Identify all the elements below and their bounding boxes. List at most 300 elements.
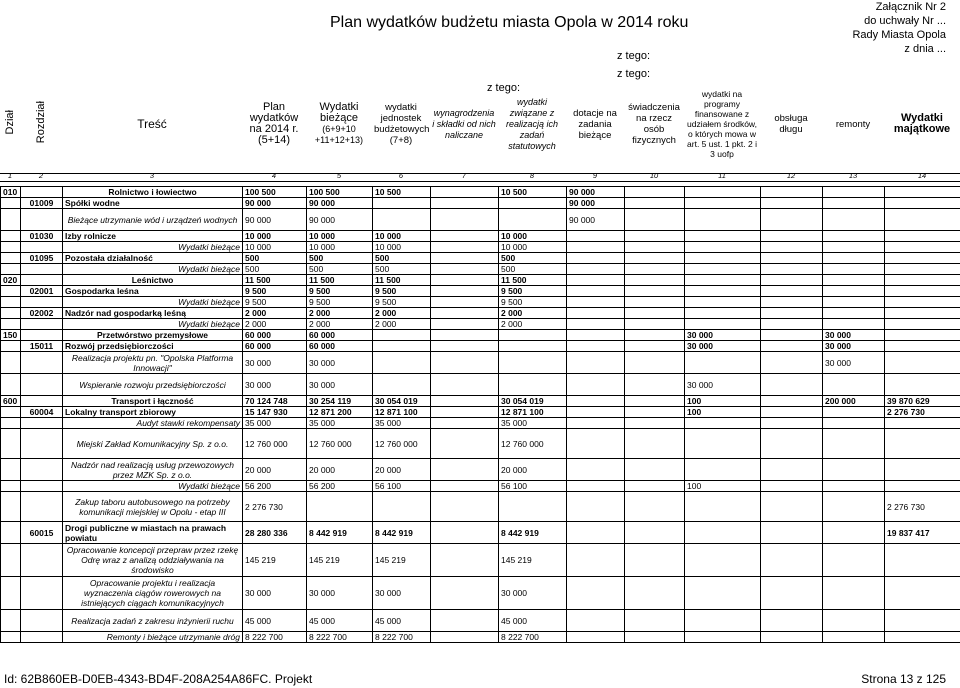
amount-cell [567,341,625,352]
table-row [1,209,960,231]
amount-cell: 500 [373,253,431,264]
amount-cell [373,352,431,374]
amount-cell: 30 000 [373,577,431,610]
attachment-line: Załącznik Nr 2 [875,1,946,13]
amount-cell: 9 500 [307,297,373,308]
amount-cell [567,577,625,610]
amount-cell: 500 [243,253,307,264]
rozdzial-cell: 15011 [21,341,63,352]
rozdzial-cell [21,577,63,610]
header-remonty: remonty [835,118,871,130]
dzial-cell [1,253,21,264]
dzial-cell: 150 [1,330,21,341]
amount-cell: 500 [499,264,567,275]
col-number: 4 [242,170,306,182]
amount-cell: 30 000 [823,352,885,374]
amount-cell [761,253,823,264]
dzial-cell: 600 [1,396,21,407]
col-number: 13 [822,170,884,182]
col-number: 12 [760,170,822,182]
amount-cell: 10 000 [243,231,307,242]
amount-cell [823,407,885,418]
description-cell: Przetwórstwo przemysłowe [63,330,243,341]
amount-cell [885,374,960,396]
amount-cell: 12 760 000 [499,429,567,459]
amount-cell [625,522,685,544]
header-biezace [306,78,372,170]
description-cell: Transport i łączność [63,396,243,407]
amount-cell [431,275,499,286]
rozdzial-cell [21,352,63,374]
amount-cell: 9 500 [307,286,373,297]
amount-cell [567,459,625,481]
amount-cell: 35 000 [307,418,373,429]
amount-cell: 30 054 019 [373,396,431,407]
amount-cell: 11 500 [307,275,373,286]
amount-cell [431,341,499,352]
amount-cell [885,481,960,492]
amount-cell: 90 000 [307,209,373,231]
amount-cell [625,396,685,407]
col-number: 14 [884,170,960,182]
amount-cell [567,492,625,522]
amount-cell [499,330,567,341]
amount-cell: 60 000 [307,341,373,352]
amount-cell [625,187,685,198]
description-cell: Audyt stawki rekompensaty [63,418,243,429]
amount-cell [885,308,960,319]
dzial-cell [1,198,21,209]
amount-cell: 500 [307,264,373,275]
amount-cell [567,407,625,418]
amount-cell [431,330,499,341]
amount-cell [761,374,823,396]
header-swiadczenia: świadczenia na rzecz osób fizycznych [628,102,680,146]
amount-cell: 9 500 [499,297,567,308]
amount-cell: 8 222 700 [307,632,373,643]
dzial-cell [1,297,21,308]
header-dzial: Dział [3,110,16,135]
amount-cell [823,610,885,632]
table-row [1,407,960,418]
amount-cell [823,492,885,522]
amount-cell [685,231,761,242]
rozdzial-cell [21,632,63,643]
amount-cell [761,577,823,610]
amount-cell [761,492,823,522]
amount-cell [761,286,823,297]
amount-cell [885,577,960,610]
amount-cell: 60 000 [243,341,307,352]
amount-cell [761,209,823,231]
table-row [1,308,960,319]
dzial-cell [1,242,21,253]
amount-cell [761,544,823,577]
amount-cell [885,632,960,643]
description-cell: Pozostała działalność [63,253,243,264]
amount-cell [499,492,567,522]
amount-cell: 20 000 [499,459,567,481]
table-row [1,396,960,407]
header-biezace-formula: (6+9+10 +11+12+13) [314,124,364,145]
amount-cell [823,522,885,544]
amount-cell [567,352,625,374]
rozdzial-cell [21,319,63,330]
amount-cell: 100 [685,407,761,418]
amount-cell: 2 000 [373,308,431,319]
amount-cell: 35 000 [243,418,307,429]
amount-cell [431,242,499,253]
amount-cell [685,577,761,610]
table-row [1,632,960,643]
table-row [1,264,960,275]
rozdzial-cell [21,209,63,231]
rozdzial-cell [21,429,63,459]
description-cell: Rolnictwo i łowiectwo [63,187,243,198]
amount-cell [373,209,431,231]
col-number: 9 [566,170,624,182]
amount-cell [431,231,499,242]
amount-cell: 100 [685,396,761,407]
description-cell: Izby rolnicze [63,231,243,242]
amount-cell [373,341,431,352]
amount-cell: 2 276 730 [885,407,960,418]
amount-cell: 500 [243,264,307,275]
amount-cell [885,429,960,459]
amount-cell: 9 500 [243,286,307,297]
amount-cell: 9 500 [373,297,431,308]
table-row [1,492,960,522]
col-number: 8 [498,170,566,182]
amount-cell: 2 276 730 [885,492,960,522]
amount-cell [761,297,823,308]
amount-cell [567,253,625,264]
header-dotacje: dotacje na zadania bieżące [573,107,617,141]
amount-cell [823,429,885,459]
rozdzial-cell [21,297,63,308]
amount-cell [431,187,499,198]
amount-cell [373,374,431,396]
amount-cell [685,308,761,319]
amount-cell [431,481,499,492]
amount-cell [431,418,499,429]
amount-cell: 28 280 336 [243,522,307,544]
rozdzial-cell [21,264,63,275]
amount-cell [685,522,761,544]
col-number: 1 [0,170,20,182]
amount-cell [685,459,761,481]
amount-cell [625,264,685,275]
amount-cell [625,297,685,308]
amount-cell [567,286,625,297]
amount-cell: 145 219 [307,544,373,577]
amount-cell [761,610,823,632]
amount-cell: 20 000 [307,459,373,481]
amount-cell: 70 124 748 [243,396,307,407]
amount-cell: 30 000 [307,374,373,396]
amount-cell [431,297,499,308]
amount-cell [499,341,567,352]
rozdzial-cell [21,610,63,632]
amount-cell [885,297,960,308]
amount-cell: 9 500 [243,297,307,308]
description-cell: Gospodarka leśna [63,286,243,297]
amount-cell [625,610,685,632]
amount-cell [823,198,885,209]
amount-cell: 35 000 [373,418,431,429]
header-rule [0,173,960,174]
header-plan: Plan wydatków na 2014 r. (5+14) [249,101,299,146]
amount-cell [431,396,499,407]
amount-cell [431,492,499,522]
amount-cell [567,429,625,459]
amount-cell: 30 000 [243,352,307,374]
amount-cell: 30 000 [685,341,761,352]
amount-cell [685,209,761,231]
amount-cell [567,275,625,286]
table-row [1,297,960,308]
amount-cell [431,253,499,264]
page-title: Plan wydatków budżetu miasta Opola w 2014 roku [330,14,689,31]
amount-cell: 100 500 [243,187,307,198]
table-row [1,341,960,352]
col-number: 11 [684,170,760,182]
rozdzial-cell: 02002 [21,308,63,319]
amount-cell [431,374,499,396]
amount-cell [567,374,625,396]
header-biezace-label: Wydatki bieżące [319,101,359,124]
dzial-cell [1,264,21,275]
table-row [1,286,960,297]
amount-cell [685,297,761,308]
amount-cell [625,407,685,418]
amount-cell: 100 500 [307,187,373,198]
dzial-cell [1,286,21,297]
amount-cell [567,264,625,275]
amount-cell: 12 760 000 [243,429,307,459]
attachment-note [852,0,946,56]
amount-cell [625,231,685,242]
table-header [0,78,960,182]
amount-cell [885,418,960,429]
description-cell: Wydatki bieżące [63,242,243,253]
amount-cell [625,544,685,577]
amount-cell [685,198,761,209]
amount-cell [567,418,625,429]
dzial-cell [1,492,21,522]
amount-cell [685,264,761,275]
rozdzial-cell: 01030 [21,231,63,242]
description-cell: Wydatki bieżące [63,319,243,330]
amount-cell: 56 200 [243,481,307,492]
rozdzial-cell [21,418,63,429]
amount-cell: 500 [373,264,431,275]
amount-cell [685,242,761,253]
rozdzial-cell: 60015 [21,522,63,544]
amount-cell [307,492,373,522]
amount-cell [823,459,885,481]
amount-cell [823,577,885,610]
amount-cell [625,286,685,297]
dzial-cell [1,231,21,242]
dzial-cell [1,341,21,352]
description-cell: Spółki wodne [63,198,243,209]
budget-table [0,186,960,643]
amount-cell [625,632,685,643]
amount-cell: 30 000 [243,577,307,610]
amount-cell: 10 000 [307,242,373,253]
amount-cell [685,544,761,577]
amount-cell [567,319,625,330]
description-cell: Rozwój przedsiębiorczości [63,341,243,352]
table-row [1,330,960,341]
amount-cell: 2 000 [307,319,373,330]
amount-cell: 10 000 [373,242,431,253]
amount-cell: 90 000 [243,198,307,209]
dzial-cell [1,319,21,330]
amount-cell: 2 000 [499,308,567,319]
amount-cell [823,264,885,275]
amount-cell [885,341,960,352]
amount-cell [431,407,499,418]
amount-cell: 10 000 [307,231,373,242]
amount-cell: 2 000 [373,319,431,330]
rozdzial-cell: 01095 [21,253,63,264]
amount-cell: 45 000 [373,610,431,632]
rozdzial-cell: 02001 [21,286,63,297]
amount-cell [625,275,685,286]
amount-cell: 30 000 [307,577,373,610]
description-cell: Realizacja zadań z zakresu inżynierii ruchu [63,610,243,632]
document-id: Id: 62B860EB-D0EB-4343-BD4F-208A254A86FC. Projekt [4,672,313,686]
amount-cell: 90 000 [567,187,625,198]
amount-cell [431,319,499,330]
amount-cell [431,429,499,459]
amount-cell: 15 147 930 [243,407,307,418]
amount-cell [823,544,885,577]
amount-cell [761,522,823,544]
dzial-cell [1,544,21,577]
amount-cell [625,242,685,253]
description-cell: Opracowanie koncepcji przepraw przez rzekę Odrę wraz z analizą oddziaływania na środowisko [63,544,243,577]
amount-cell: 8 222 700 [499,632,567,643]
dzial-cell [1,407,21,418]
amount-cell: 2 000 [243,308,307,319]
amount-cell [885,264,960,275]
rozdzial-cell [21,492,63,522]
amount-cell [761,231,823,242]
amount-cell: 90 000 [243,209,307,231]
rozdzial-cell: 01009 [21,198,63,209]
rozdzial-cell [21,481,63,492]
rozdzial-cell: 60004 [21,407,63,418]
amount-cell: 35 000 [499,418,567,429]
amount-cell: 30 000 [307,352,373,374]
amount-cell [885,459,960,481]
rozdzial-cell [21,544,63,577]
description-cell: Drogi publiczne w miastach na prawach powiatu [63,522,243,544]
amount-cell [885,330,960,341]
dzial-cell [1,418,21,429]
amount-cell [685,253,761,264]
amount-cell: 30 000 [243,374,307,396]
amount-cell [625,418,685,429]
amount-cell: 90 000 [567,209,625,231]
amount-cell [625,330,685,341]
description-cell: Opracowanie projektu i realizacja wyznaczenia ciągów rowerowych na istniejących ciągach komunikacyjnych [63,577,243,610]
description-cell: Zakup taboru autobusowego na potrzeby komunikacji miejskiej w Opolu - etap III [63,492,243,522]
amount-cell [431,544,499,577]
col-number: 5 [306,170,372,182]
amount-cell [761,275,823,286]
amount-cell [761,242,823,253]
amount-cell [685,319,761,330]
amount-cell [373,330,431,341]
amount-cell: 30 054 019 [499,396,567,407]
amount-cell [761,198,823,209]
header-majatkowe: Wydatki majątkowe [893,112,951,135]
amount-cell [685,610,761,632]
table-row [1,544,960,577]
table-row [1,481,960,492]
dzial-cell [1,209,21,231]
amount-cell [625,492,685,522]
amount-cell: 9 500 [499,286,567,297]
amount-cell: 11 500 [373,275,431,286]
amount-cell [499,198,567,209]
table-row [1,429,960,459]
amount-cell: 10 000 [499,231,567,242]
page-number: Strona 13 z 125 [861,672,946,686]
amount-cell: 56 100 [373,481,431,492]
amount-cell: 90 000 [567,198,625,209]
amount-cell [499,209,567,231]
amount-cell: 8 222 700 [243,632,307,643]
table-row [1,253,960,264]
amount-cell: 60 000 [243,330,307,341]
rozdzial-cell [21,330,63,341]
amount-cell: 8 442 919 [307,522,373,544]
amount-cell [499,374,567,396]
amount-cell: 200 000 [823,396,885,407]
table-row [1,577,960,610]
col-number: 7 [430,170,498,182]
amount-cell [567,242,625,253]
amount-cell [567,522,625,544]
amount-cell [761,308,823,319]
amount-cell [431,198,499,209]
amount-cell [685,418,761,429]
amount-cell [625,209,685,231]
amount-cell: 20 000 [373,459,431,481]
amount-cell: 9 500 [373,286,431,297]
amount-cell: 2 000 [307,308,373,319]
amount-cell [823,297,885,308]
table-row [1,275,960,286]
amount-cell: 145 219 [373,544,431,577]
amount-cell [567,544,625,577]
amount-cell [431,352,499,374]
rozdzial-cell [21,242,63,253]
amount-cell: 145 219 [499,544,567,577]
dzial-cell [1,352,21,374]
description-cell: Wydatki bieżące [63,481,243,492]
header-statutowe: wydatki związane z realizacją ich zadań statutowych [505,96,559,151]
col-number: 3 [62,170,242,182]
amount-cell [823,418,885,429]
amount-cell [567,396,625,407]
amount-cell: 500 [307,253,373,264]
